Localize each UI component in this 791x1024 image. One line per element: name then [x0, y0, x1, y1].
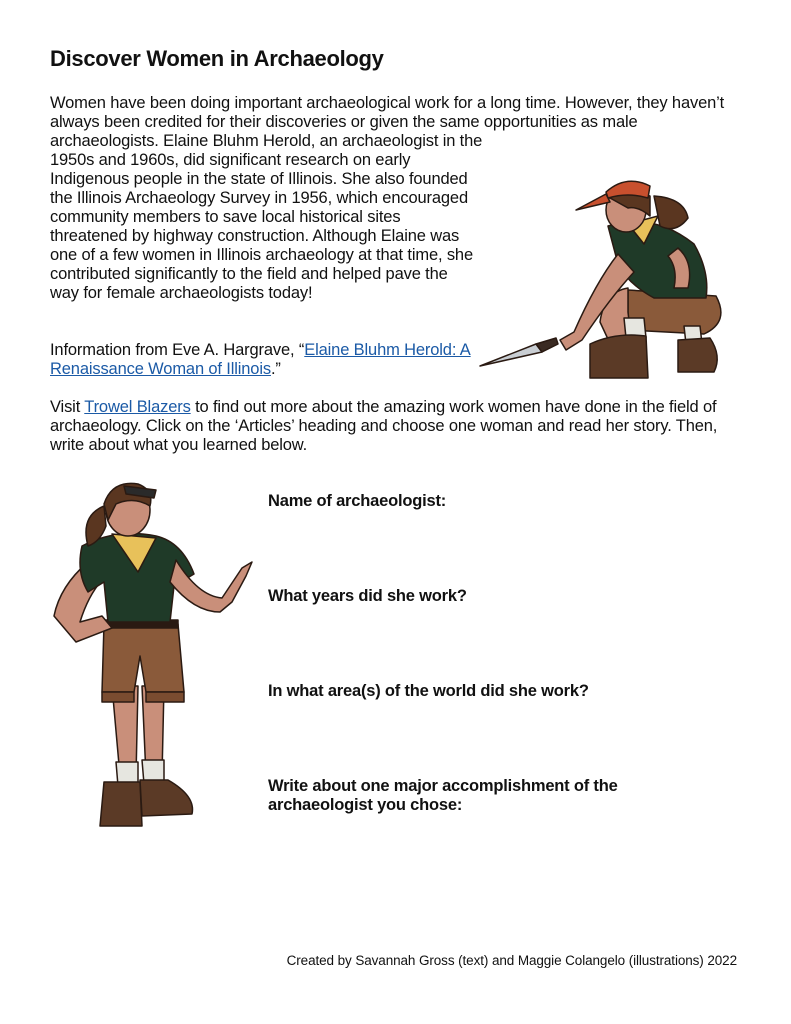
cap-brim	[576, 194, 610, 210]
source-suffix: .”	[270, 360, 281, 378]
source-prefix: Information from Eve A. Hargrave, “	[50, 341, 305, 359]
question-accomplishment: Write about one major accomplishment of the archaeologist you chose:	[268, 777, 618, 814]
question-years: What years did she work?	[268, 587, 467, 605]
question-area: In what area(s) of the world did she work?	[268, 682, 589, 700]
intro-paragraph: Women have been doing important archaeological work for a long time. However, they haven’t always been credited for their discoveries or given the same opportunities as male archaeologists. Elaine Bluhm Herold, an archaeologist in the	[50, 94, 725, 150]
boot	[590, 335, 648, 378]
shorts	[102, 624, 184, 692]
page-title: Discover Women in Archaeology	[50, 46, 384, 71]
source-link[interactable]: Elaine Bluhm Herold: A Renaissance Woman of Illinois	[50, 341, 471, 378]
shorts-cuff	[146, 692, 184, 702]
trowel-blade	[480, 344, 542, 366]
crouching-archaeologist-illustration	[478, 172, 734, 384]
boot	[678, 338, 717, 372]
credits-footer: Created by Savannah Gross (text) and Maggie Colangelo (illustrations) 2022	[286, 953, 737, 968]
visit-prefix: Visit	[50, 398, 85, 416]
source-citation	[50, 341, 480, 379]
boot	[140, 780, 193, 816]
boot	[100, 782, 142, 826]
hair	[654, 196, 688, 229]
cap	[606, 181, 650, 198]
shorts-cuff	[102, 692, 134, 702]
visit-suffix: to find out more about the amazing work women have done in the field of archaeology. Click on the ‘Articles’ heading and choose one woman and read her story. Then, write about what you learned below.	[50, 398, 718, 454]
standing-archaeologist-illustration	[46, 476, 258, 832]
question-name: Name of archaeologist:	[268, 492, 447, 510]
visit-paragraph	[50, 398, 740, 455]
intro-paragraph-continued: 1950s and 1960s, did significant research on early Indigenous people in the state of Illinois. She also founded the Illinois Archaeology Survey in 1956, which encouraged community members to save local historical sites threatened by highway construction. Although Elaine was one of a few women in Illinois archaeology at that time, she contributed significantly to the field and helped pave the way for female archaeologists today!	[50, 151, 473, 302]
trowel-blazers-link[interactable]: Trowel Blazers	[84, 398, 191, 416]
